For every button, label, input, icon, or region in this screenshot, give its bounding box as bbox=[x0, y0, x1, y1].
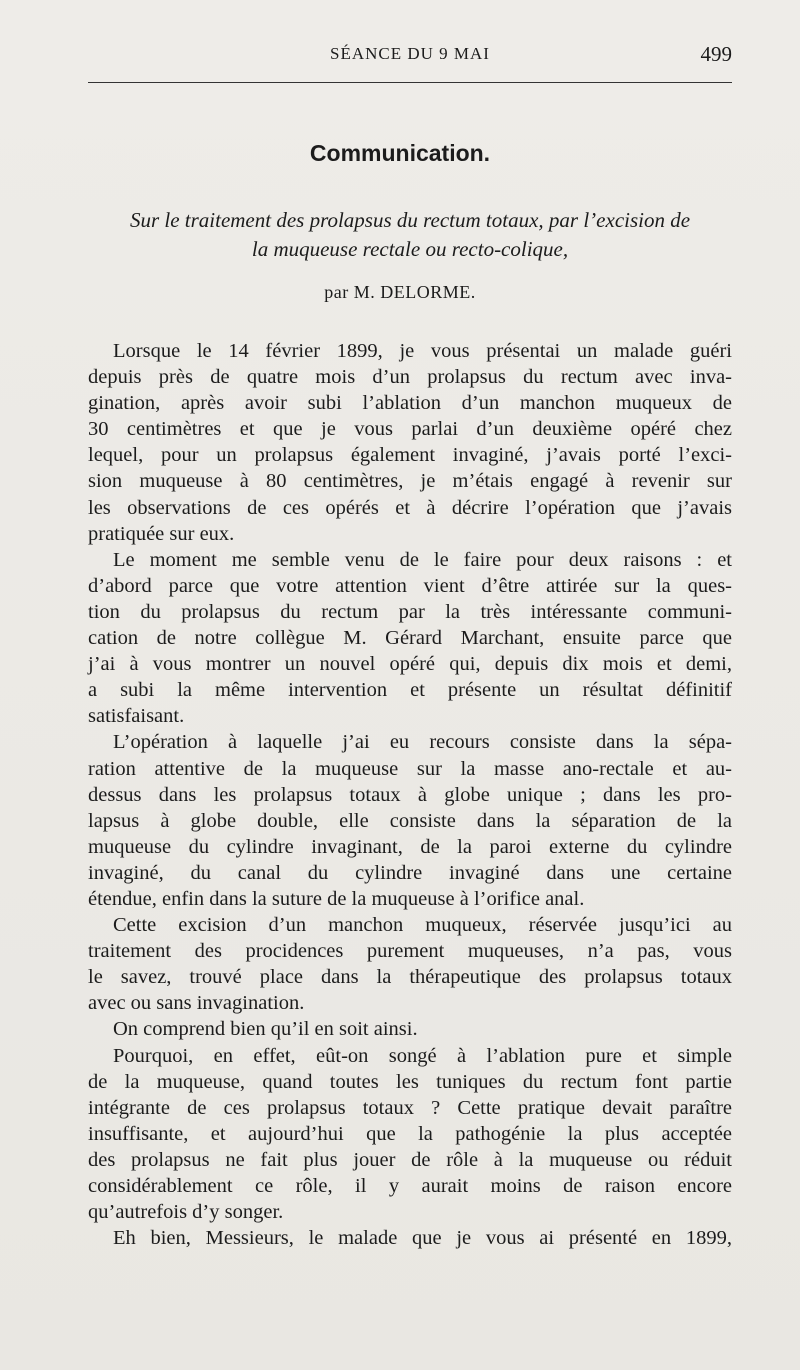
article-title-line: Sur le traitement des prolapsus du rectum totaux, par l’excision de bbox=[129, 208, 691, 232]
page-number: 499 bbox=[700, 42, 732, 66]
text-line: Pourquoi, en effet, eût-on songé à l’ablation pure et simple bbox=[113, 1044, 732, 1067]
text-line: a subi la même intervention et présente un résultat définitif bbox=[88, 679, 732, 702]
text-line: On comprend bien qu’il en soit ainsi. bbox=[113, 1018, 418, 1041]
text-line: satisfaisant. bbox=[88, 705, 185, 728]
text-line: d’abord parce que votre attention vient d’être attirée sur la ques- bbox=[88, 574, 732, 597]
byline: par M. DELORME. bbox=[324, 282, 476, 302]
text-line: Lorsque le 14 février 1899, je vous présentai un malade guéri bbox=[113, 340, 732, 362]
text-line: des prolapsus ne fait plus jouer de rôle à la muqueuse ou réduit bbox=[88, 1148, 732, 1171]
text-line: dessus dans les prolapsus totaux à globe unique ; dans les pro- bbox=[88, 783, 732, 806]
text-line: j’ai à vous montrer un nouvel opéré qui, depuis dix mois et demi, bbox=[88, 653, 732, 676]
text-line: insuffisante, et aujourd’hui que la pathogénie la plus acceptée bbox=[88, 1122, 732, 1145]
text-line: intégrante de ces prolapsus totaux ? Cette pratique devait paraître bbox=[88, 1096, 732, 1119]
text-line: cation de notre collègue M. Gérard Marchant, ensuite parce que bbox=[88, 627, 732, 650]
running-head bbox=[88, 44, 732, 68]
text-line: traitement des procidences purement muqueuses, n’a pas, vous bbox=[88, 940, 732, 963]
text-line: les observations de ces opérés et à décrire l’opération que j’avais bbox=[88, 496, 732, 519]
article-title bbox=[88, 206, 732, 264]
text-line: Cette excision d’un manchon muqueux, réservée jusqu’ici au bbox=[113, 914, 732, 937]
text-line: 30 centimètres et que je vous parlai d’un deuxième opéré chez bbox=[88, 418, 732, 441]
running-head-title: SÉANCE DU 9 MAI bbox=[330, 44, 490, 63]
text-line: tion du prolapsus du rectum par la très intéressante communi- bbox=[88, 600, 732, 623]
text-line: Eh bien, Messieurs, le malade que je vous ai présenté en 1899, bbox=[113, 1227, 732, 1250]
text-line: sion muqueuse à 80 centimètres, je m’étais engagé à revenir sur bbox=[88, 470, 732, 493]
text-line: lequel, pour un prolapsus également invaginé, j’avais porté l’exci- bbox=[88, 444, 732, 467]
text-line: muqueuse du cylindre invaginant, de la paroi externe du cylindre bbox=[88, 835, 732, 858]
text-line: étendue, enfin dans la suture de la muqueuse à l’orifice anal. bbox=[88, 887, 585, 910]
article-title-line: la muqueuse rectale ou recto-colique, bbox=[251, 237, 569, 261]
text-line: invaginé, du canal du cylindre invaginé dans une certaine bbox=[88, 861, 732, 884]
text-line: pratiquée sur eux. bbox=[88, 522, 235, 545]
text-line: qu’autrefois d’y songer. bbox=[88, 1201, 284, 1224]
text-line: de la muqueuse, quand toutes les tuniques du rectum font partie bbox=[88, 1070, 732, 1093]
text-line: le savez, trouvé place dans la thérapeutique des prolapsus totaux bbox=[88, 966, 732, 989]
text-line: avec ou sans invagination. bbox=[88, 992, 305, 1015]
text-line: Le moment me semble venu de le faire pour deux raisons : et bbox=[113, 548, 732, 571]
header-rule bbox=[88, 82, 732, 83]
text-line: L’opération à laquelle j’ai eu recours consiste dans la sépa- bbox=[113, 731, 732, 754]
body-text bbox=[88, 338, 732, 1251]
text-line: considérablement ce rôle, il y aurait moins de raison encore bbox=[88, 1175, 732, 1197]
text-line: ration attentive de la muqueuse sur la masse ano-rectale et au- bbox=[88, 757, 732, 780]
text-line: lapsus à globe double, elle consiste dans la séparation de la bbox=[88, 809, 732, 832]
section-title: Communication. bbox=[309, 140, 491, 166]
text-line: depuis près de quatre mois d’un prolapsus du rectum avec inva- bbox=[88, 366, 732, 389]
text-line: gination, après avoir subi l’ablation d’un manchon muqueux de bbox=[88, 392, 732, 415]
